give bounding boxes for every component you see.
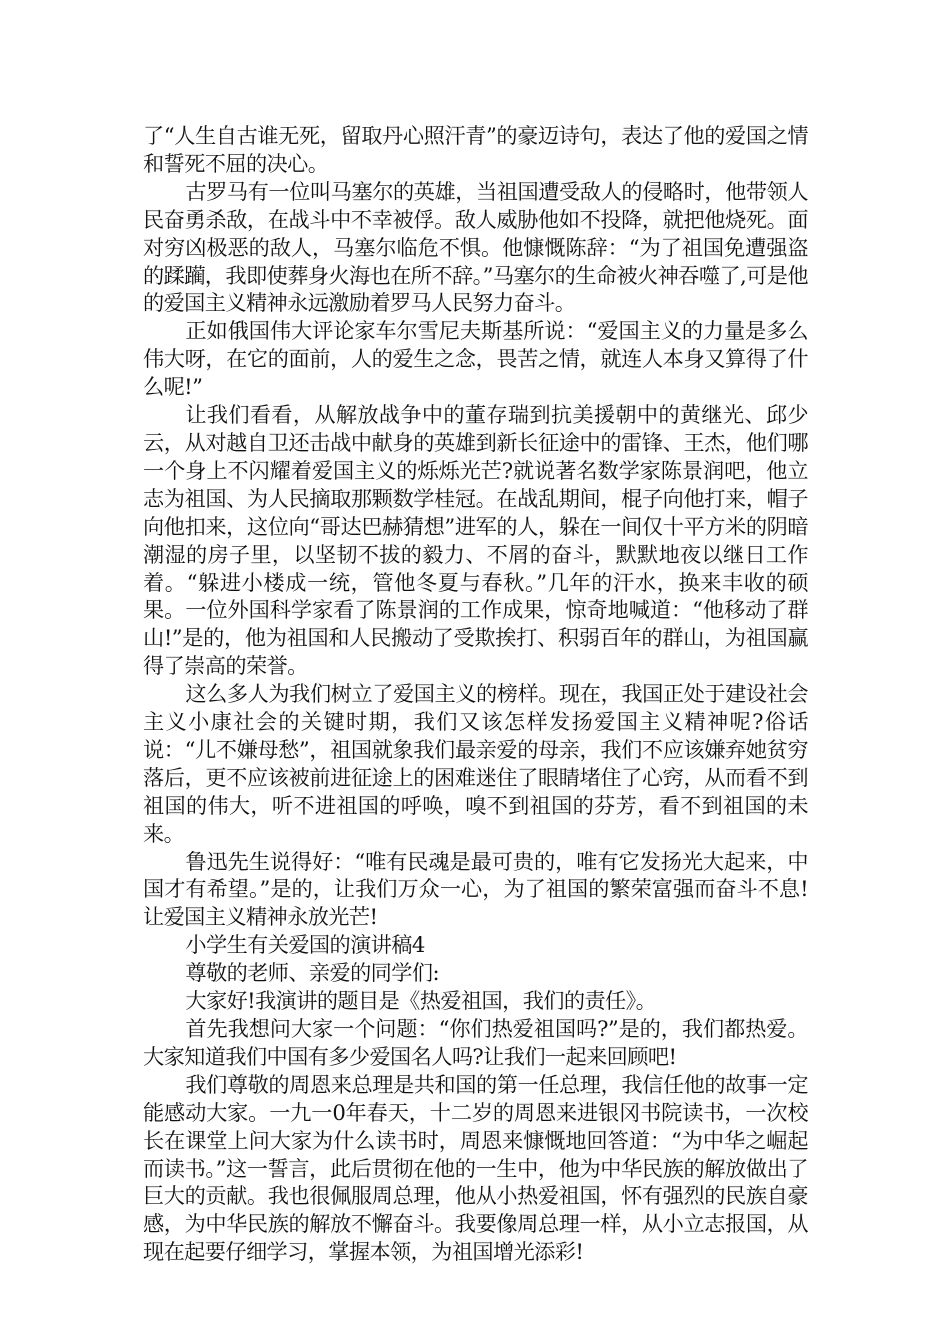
- paragraph-11: 我们尊敬的周恩来总理是共和国的第一任总理，我信任他的故事一定能感动大家。一九一0年春天，十二岁的周恩来进银冈书院读书，一次校长在课堂上问大家为什么读书时，周恩来慷慨地回答道：“为中华之崛起而读书。”这一誓言，此后贯彻在他的一生中，他为中华民族的解放做出了巨大的贡献。我也很佩服周总理，他从小热爱祖国，怀有强烈的民族自豪感，为中华民族的解放不懈奋斗。我要像周总理一样，从小立志报国，从现在起要仔细学习，掌握本领，为祖国增光添彩!: [143, 1071, 808, 1265]
- salutation: 尊敬的老师、亲爱的同学们:: [185, 960, 439, 986]
- paragraph-2: 古罗马有一位叫马塞尔的英雄，当祖国遭受敌人的侵略时，他带领人民奋勇杀敌，在战斗中不幸被俘。敌人威胁他如不投降，就把他烧死。面对穷凶极恶的敌人，马塞尔临危不惧。他慷慨陈辞：“为了祖国免遭强盗的蹂躏，我即使葬身火海也在所不辞。”马塞尔的生命被火神吞噬了,可是他的爱国主义精神永远激励着罗马人民努力奋斗。: [143, 178, 808, 316]
- paragraph-6: 鲁迅先生说得好：“唯有民魂是最可贵的，唯有它发扬光大起来，中国才有希望。”是的，让我们万众一心，为了祖国的繁荣富强而奋斗不息!让爱国主义精神永放光芒!: [143, 848, 808, 930]
- paragraph-10: 首先我想问大家一个问题：“你们热爱祖国吗?”是的，我们都热爱。大家知道我们中国有多少爱国名人吗?让我们一起来回顾吧!: [143, 1016, 808, 1069]
- document-body: [143, 122, 808, 1266]
- paragraph-5: 这么多人为我们树立了爱国主义的榜样。现在，我国正处于建设社会主义小康社会的关键时期，我们又该怎样发扬爱国主义精神呢?俗话说：“儿不嫌母愁”，祖国就象我们最亲爱的母亲，我们不应该嫌弃她贫穷落后，更不应该被前进征途上的困难迷住了眼睛堵住了心窍，从而看不到祖国的伟大，听不进祖国的呼唤，嗅不到祖国的芬芳，看不到祖国的未来。: [143, 681, 808, 846]
- paragraph-1: 了“人生自古谁无死，留取丹心照汗青”的豪迈诗句，表达了他的爱国之情和誓死不屈的决心。: [143, 123, 808, 176]
- section-title: 小学生有关爱国的演讲稿4: [185, 932, 425, 958]
- greeting: 大家好!我演讲的题目是《热爱祖国，我们的责任》。: [185, 988, 657, 1014]
- paragraph-4: 让我们看看，从解放战争中的董存瑞到抗美援朝中的黄继光、邱少云，从对越自卫还击战中献身的英雄到新长征途中的雷锋、王杰，他们哪一个身上不闪耀着爱国主义的烁烁光芒?就说著名数学家陈景润吧，他立志为祖国、为人民摘取那颗数学桂冠。在战乱期间，棍子向他打来，帽子向他扣来，这位向“哥达巴赫猜想”进军的人，躲在一间仅十平方米的阴暗潮湿的房子里，以坚韧不拔的毅力、不屑的奋斗，默默地夜以继日工作着。“躲进小楼成一统，管他冬夏与春秋。”几年的汗水，换来丰收的硕果。一位外国科学家看了陈景润的工作成果，惊奇地喊道：“他移动了群山!”是的，他为祖国和人民搬动了受欺挨打、积弱百年的群山，为祖国赢得了崇高的荣誉。: [143, 402, 808, 679]
- paragraph-3: 正如俄国伟大评论家车尔雪尼夫斯基所说：“爱国主义的力量是多么伟大呀，在它的面前，人的爱生之念，畏苦之情，就连人本身又算得了什么呢!”: [143, 318, 808, 400]
